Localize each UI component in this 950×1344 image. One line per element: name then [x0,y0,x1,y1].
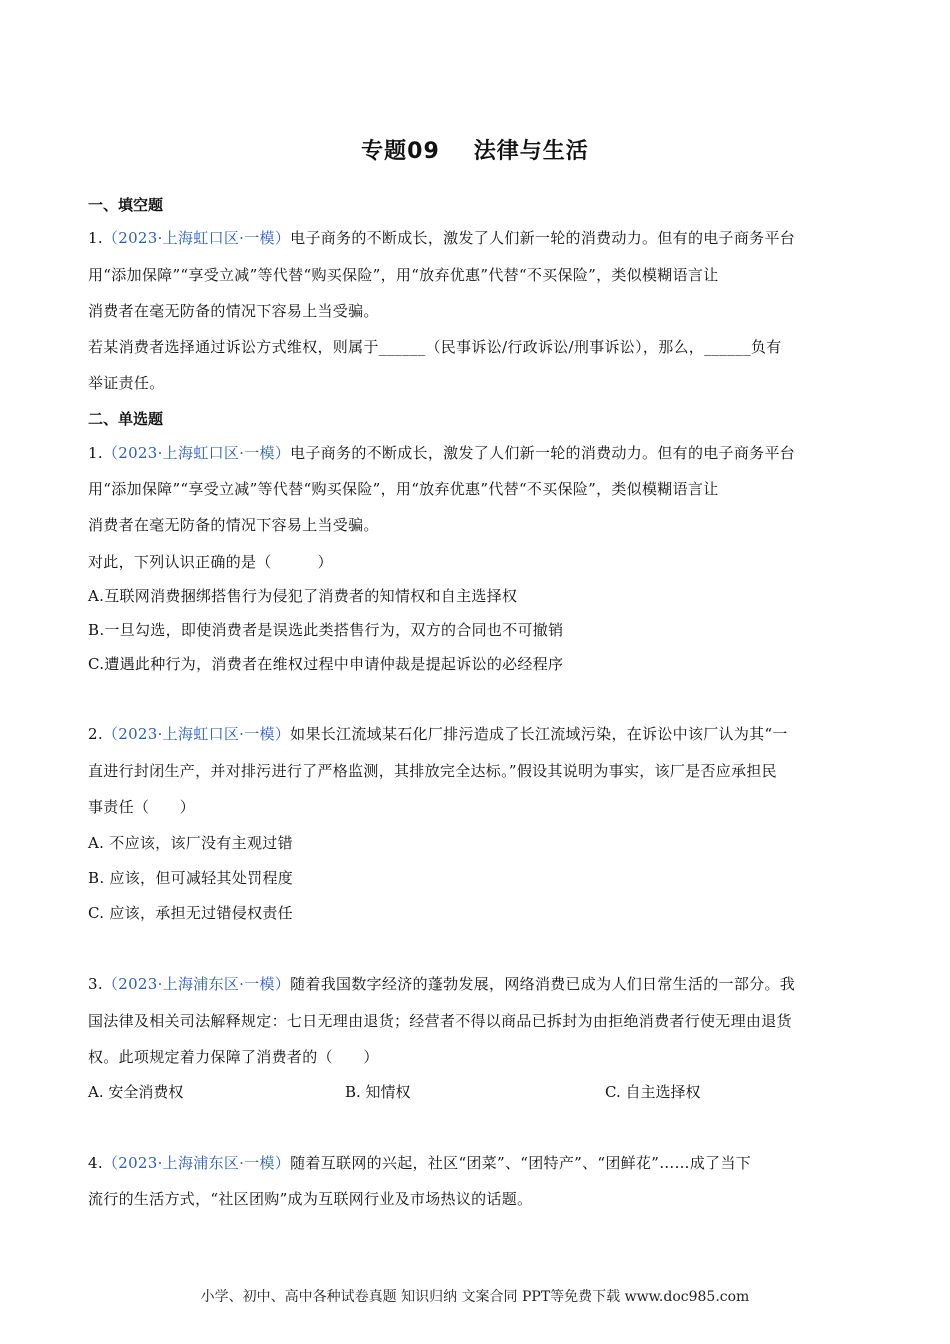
single-q1-line2: 用“添加保障”“享受立减”等代替“购买保险”，用“放弃优惠”代替“不买保险”，类似模糊语言让 [88,480,719,498]
single-q1-line3: 消费者在毫无防备的情况下容易上当受骗。 [88,516,379,534]
question-number: 2. [88,725,103,743]
single-q1-option-c: C.遭遇此种行为，消费者在维权过程中申请仲裁是提起诉讼的必经程序 [88,655,564,673]
single-q2-option-a: A. 不应该，该厂没有主观过错 [88,834,293,852]
question-text: 随着我国数字经济的蓬勃发展，网络消费已成为人们日常生活的一部分。我 [290,975,796,993]
single-q3-option-c: C. 自主选择权 [605,1083,701,1101]
question-number: 1. [88,444,103,462]
question-source: （2023·上海虹口区·一模） [102,444,291,462]
single-q2-line2: 直进行封闭生产，并对排污进行了严格监测，其排放完全达标。”假设其说明为事实，该厂是否应承担民 [88,762,777,780]
single-q3-option-b: B. 知情权 [345,1083,411,1101]
question-source: （2023·上海浦东区·一模） [102,975,291,993]
single-q1-line1 [88,442,863,463]
single-q1-line4: 对此，下列认识正确的是（ ） [88,553,333,571]
question-text: 随着互联网的兴起，社区“团菜”、“团特产”、“团鲜花”……成了当下 [290,1154,752,1172]
single-q3-line2: 国法律及相关司法解释规定：七日无理由退货；经营者不得以商品已拆封为由拒绝消费者行使无理由退货 [88,1012,792,1030]
single-q3-line3: 权。此项规定着力保障了消费者的（ ） [88,1048,379,1066]
fill-q1-line3: 消费者在毫无防备的情况下容易上当受骗。 [88,302,379,320]
single-q4-line1 [88,1152,863,1173]
fill-q1-line5: 举证责任。 [88,374,165,392]
question-number: 4. [88,1154,103,1172]
title-part2: 法律与生活 [473,139,589,164]
single-q4-line2: 流行的生活方式，“社区团购”成为互联网行业及市场热议的话题。 [88,1190,533,1208]
title-part1: 专题09 [361,139,440,164]
fill-q1-line2: 用“添加保障”“享受立减”等代替“购买保险”，用“放弃优惠”代替“不买保险”，类似模糊语言让 [88,266,719,284]
question-text: 电子商务的不断成长，激发了人们新一轮的消费动力。但有的电子商务平台 [290,229,796,247]
question-source: （2023·上海浦东区·一模） [102,1154,291,1172]
single-q1-option-b: B.一旦勾选，即使消费者是误选此类搭售行为，双方的合同也不可撤销 [88,621,564,639]
single-q3-option-a: A. 安全消费权 [88,1083,184,1101]
single-q2-line1 [88,723,863,744]
single-q2-option-c: C. 应该，承担无过错侵权责任 [88,904,293,922]
section-heading-single: 二、单选题 [88,410,164,428]
single-q3-line1 [88,973,863,994]
fill-q1-line1 [88,227,863,248]
question-source: （2023·上海虹口区·一模） [102,725,291,743]
single-q2-line3: 事责任（ ） [88,798,196,816]
section-heading-fill: 一、填空题 [88,196,164,214]
single-q2-option-b: B. 应该，但可减轻其处罚程度 [88,869,294,887]
single-q1-option-a: A.互联网消费捆绑搭售行为侵犯了消费者的知情权和自主选择权 [88,587,518,605]
page-footer: 小学、初中、高中各种试卷真题 知识归纳 文案合同 PPT等免费下载 www.doc985.com [200,1289,750,1305]
question-number: 1. [88,229,103,247]
question-text: 如果长江流域某石化厂排污造成了长江流域污染，在诉讼中该厂认为其“一 [290,725,788,743]
fill-q1-line4: 若某消费者选择通过诉讼方式维权，则属于______（民事诉讼/行政诉讼/刑事诉讼），那么，______负有 [88,338,782,356]
question-text: 电子商务的不断成长，激发了人们新一轮的消费动力。但有的电子商务平台 [290,444,796,462]
question-source: （2023·上海虹口区·一模） [102,229,291,247]
page-title [0,134,950,165]
question-number: 3. [88,975,103,993]
